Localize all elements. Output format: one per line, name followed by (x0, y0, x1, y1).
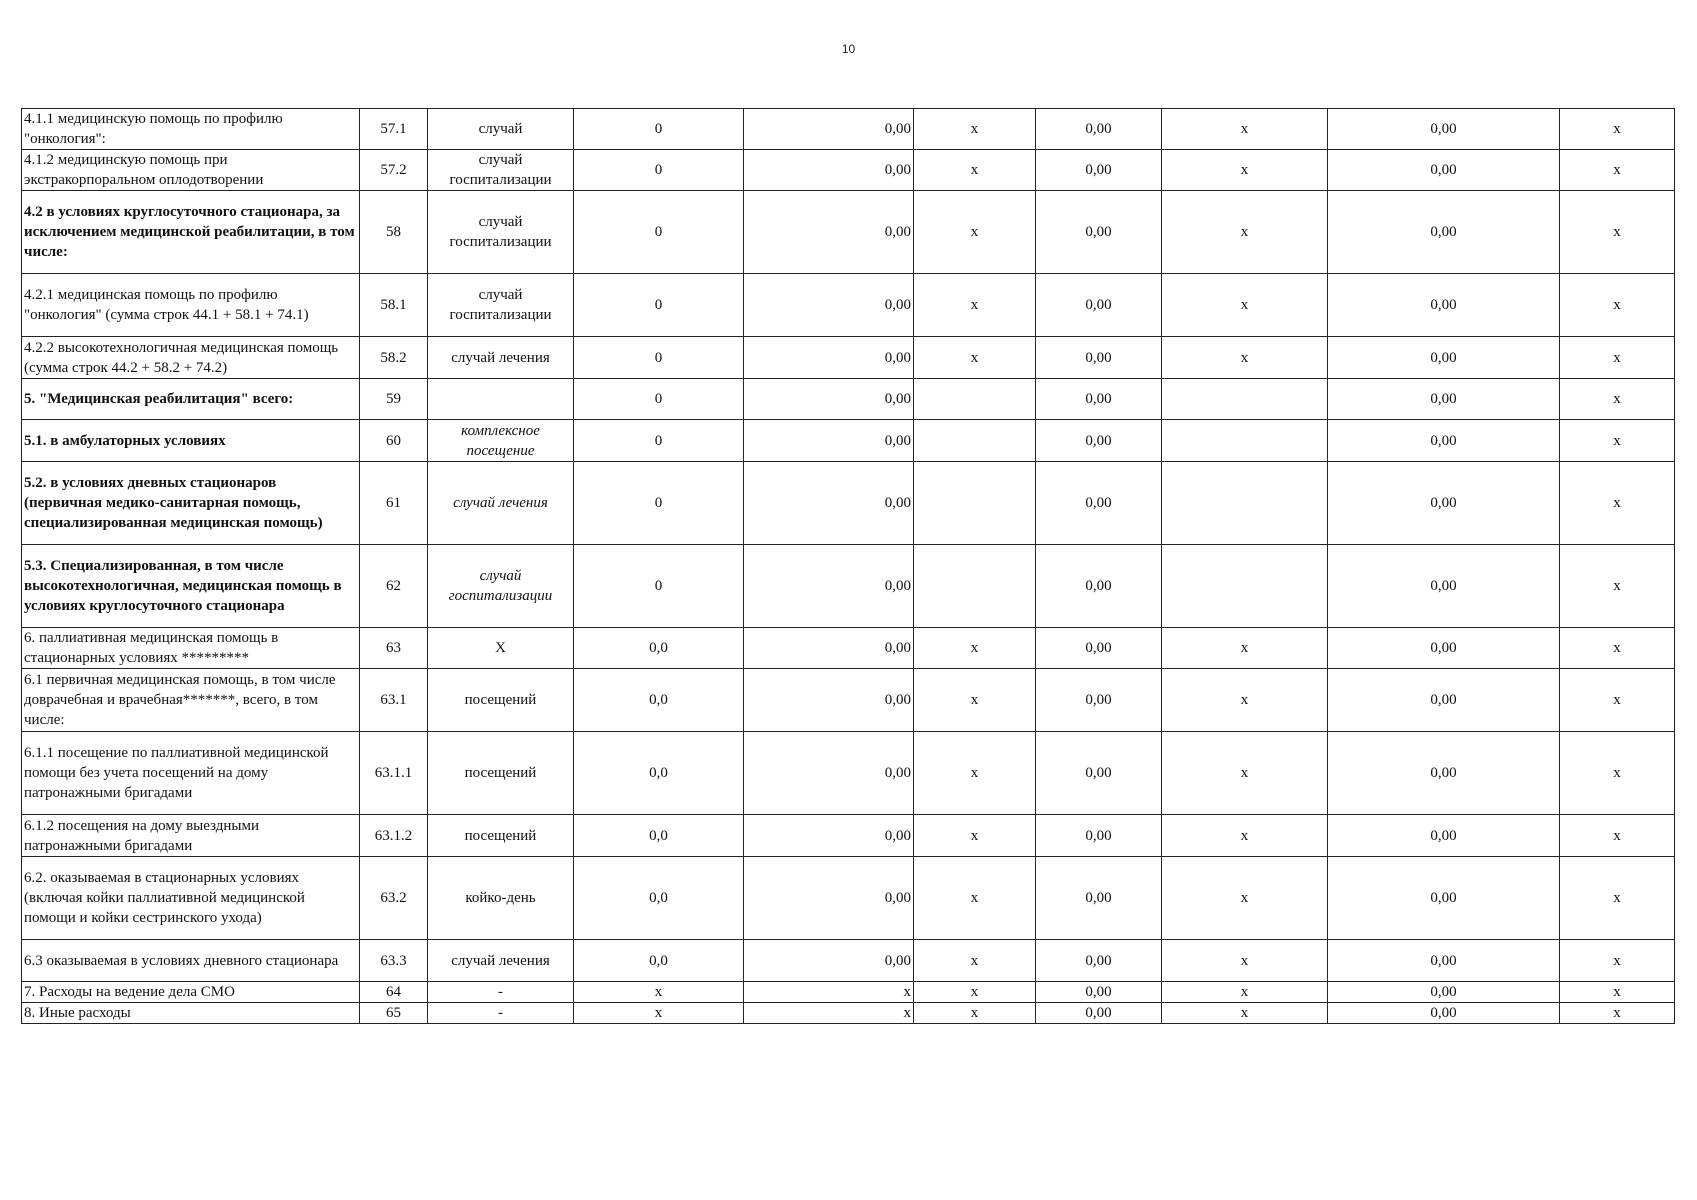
row-cell: x (1162, 337, 1328, 379)
row-value: x (744, 982, 914, 1003)
row-cell: x (914, 732, 1036, 815)
row-code: 64 (360, 982, 428, 1003)
row-cell: x (1162, 669, 1328, 732)
row-cell: 0,00 (1036, 150, 1162, 191)
row-cell: x (1560, 150, 1675, 191)
row-cell: x (1560, 982, 1675, 1003)
row-cell (1162, 545, 1328, 628)
row-code: 57.1 (360, 109, 428, 150)
row-cell: x (914, 815, 1036, 857)
row-cell: x (1162, 274, 1328, 337)
row-unit: случай госпитализации (428, 274, 574, 337)
row-cell: x (1162, 732, 1328, 815)
row-cell: x (1560, 1003, 1675, 1024)
row-name: 6.1.2 посещения на дому выездными патронажными бригадами (22, 815, 360, 857)
row-cell: x (1162, 1003, 1328, 1024)
row-code: 58.1 (360, 274, 428, 337)
row-code: 63.2 (360, 857, 428, 940)
row-value: 0,00 (744, 669, 914, 732)
row-value: 0,00 (744, 815, 914, 857)
row-cell: x (1560, 191, 1675, 274)
row-cell: 0,00 (1328, 420, 1560, 462)
row-code: 63.1.2 (360, 815, 428, 857)
row-volume: 0 (574, 379, 744, 420)
row-unit: случай лечения (428, 940, 574, 982)
row-value: 0,00 (744, 940, 914, 982)
row-unit: посещений (428, 815, 574, 857)
row-name: 6.3 оказываемая в условиях дневного стационара (22, 940, 360, 982)
row-volume: 0 (574, 337, 744, 379)
row-name: 7. Расходы на ведение дела СМО (22, 982, 360, 1003)
row-code: 62 (360, 545, 428, 628)
row-name: 4.1.2 медицинскую помощь при экстракорпоральном оплодотворении (22, 150, 360, 191)
row-volume: 0,0 (574, 732, 744, 815)
row-cell: x (1560, 732, 1675, 815)
table-row (22, 940, 1675, 982)
row-cell: x (1162, 628, 1328, 669)
row-cell: 0,00 (1036, 815, 1162, 857)
row-value: 0,00 (744, 191, 914, 274)
row-value: 0,00 (744, 337, 914, 379)
row-cell: x (914, 628, 1036, 669)
row-code: 60 (360, 420, 428, 462)
row-unit: комплексное посещение (428, 420, 574, 462)
row-cell: 0,00 (1036, 274, 1162, 337)
row-value: x (744, 1003, 914, 1024)
row-cell: x (914, 109, 1036, 150)
row-code: 63.1 (360, 669, 428, 732)
row-cell: 0,00 (1328, 191, 1560, 274)
row-unit: случай лечения (428, 337, 574, 379)
row-name: 6.2. оказываемая в стационарных условиях (включая койки паллиативной медицинской помощи и койки сестринского ухода) (22, 857, 360, 940)
row-cell: 0,00 (1036, 545, 1162, 628)
row-cell: x (1560, 379, 1675, 420)
row-cell: x (1560, 545, 1675, 628)
row-volume: 0 (574, 420, 744, 462)
row-code: 58 (360, 191, 428, 274)
row-cell: x (914, 857, 1036, 940)
row-value: 0,00 (744, 462, 914, 545)
row-value: 0,00 (744, 274, 914, 337)
row-cell: 0,00 (1328, 109, 1560, 150)
row-cell: 0,00 (1036, 732, 1162, 815)
row-name: 5.1. в амбулаторных условиях (22, 420, 360, 462)
row-cell: x (914, 940, 1036, 982)
row-cell: 0,00 (1036, 628, 1162, 669)
row-name: 4.2.1 медицинская помощь по профилю "онкология" (сумма строк 44.1 + 58.1 + 74.1) (22, 274, 360, 337)
row-cell: 0,00 (1036, 940, 1162, 982)
row-cell (914, 545, 1036, 628)
row-cell: x (1162, 982, 1328, 1003)
row-unit: посещений (428, 732, 574, 815)
table-row (22, 857, 1675, 940)
row-code: 61 (360, 462, 428, 545)
row-cell (1162, 379, 1328, 420)
row-volume: 0,0 (574, 628, 744, 669)
row-cell: x (914, 274, 1036, 337)
table-row (22, 669, 1675, 732)
row-value: 0,00 (744, 545, 914, 628)
row-cell: 0,00 (1328, 150, 1560, 191)
row-cell: 0,00 (1036, 379, 1162, 420)
table-row (22, 109, 1675, 150)
row-cell: 0,00 (1328, 815, 1560, 857)
table-row (22, 1003, 1675, 1024)
row-cell (914, 379, 1036, 420)
table-row (22, 337, 1675, 379)
row-code: 57.2 (360, 150, 428, 191)
row-cell: x (1162, 857, 1328, 940)
row-volume: 0,0 (574, 815, 744, 857)
row-unit (428, 379, 574, 420)
row-name: 8. Иные расходы (22, 1003, 360, 1024)
row-code: 63 (360, 628, 428, 669)
table-row (22, 150, 1675, 191)
table-row (22, 191, 1675, 274)
row-cell: 0,00 (1328, 628, 1560, 669)
row-cell (914, 420, 1036, 462)
row-cell: x (1162, 150, 1328, 191)
row-cell: 0,00 (1036, 420, 1162, 462)
row-value: 0,00 (744, 420, 914, 462)
row-code: 58.2 (360, 337, 428, 379)
table-row (22, 815, 1675, 857)
table-row (22, 545, 1675, 628)
row-cell: 0,00 (1036, 669, 1162, 732)
row-unit: случай лечения (428, 462, 574, 545)
row-cell: x (914, 669, 1036, 732)
row-volume: 0 (574, 274, 744, 337)
row-name: 5.3. Специализированная, в том числе высокотехнологичная, медицинская помощь в условиях круглосуточного стационара (22, 545, 360, 628)
row-value: 0,00 (744, 150, 914, 191)
table-row (22, 420, 1675, 462)
row-cell: x (1162, 191, 1328, 274)
row-cell: x (1560, 628, 1675, 669)
row-name: 6. паллиативная медицинская помощь в стационарных условиях ********* (22, 628, 360, 669)
row-cell: x (914, 1003, 1036, 1024)
row-volume: 0,0 (574, 669, 744, 732)
row-unit: случай (428, 109, 574, 150)
row-volume: 0 (574, 109, 744, 150)
row-cell: x (1560, 337, 1675, 379)
row-cell: 0,00 (1328, 462, 1560, 545)
row-unit: X (428, 628, 574, 669)
row-value: 0,00 (744, 628, 914, 669)
row-cell: x (914, 982, 1036, 1003)
row-cell: x (914, 337, 1036, 379)
row-volume: 0,0 (574, 940, 744, 982)
row-cell: 0,00 (1036, 337, 1162, 379)
table-row (22, 732, 1675, 815)
row-cell (914, 462, 1036, 545)
row-cell: 0,00 (1328, 982, 1560, 1003)
page-number: 10 (841, 42, 856, 56)
row-cell: x (1560, 940, 1675, 982)
row-cell: 0,00 (1328, 274, 1560, 337)
row-cell: 0,00 (1036, 857, 1162, 940)
row-cell: 0,00 (1036, 462, 1162, 545)
row-cell: 0,00 (1328, 732, 1560, 815)
row-cell: 0,00 (1328, 669, 1560, 732)
row-cell (1162, 420, 1328, 462)
row-cell: x (1560, 109, 1675, 150)
row-unit: - (428, 982, 574, 1003)
table-row (22, 462, 1675, 545)
row-cell: 0,00 (1328, 337, 1560, 379)
row-cell: 0,00 (1328, 940, 1560, 982)
row-unit: койко-день (428, 857, 574, 940)
row-cell: 0,00 (1036, 191, 1162, 274)
row-cell: x (1162, 815, 1328, 857)
row-cell: x (1560, 462, 1675, 545)
row-name: 4.2 в условиях круглосуточного стационара, за исключением медицинской реабилитации, в том числе: (22, 191, 360, 274)
row-cell: x (1560, 669, 1675, 732)
table-row (22, 274, 1675, 337)
row-cell: x (1560, 420, 1675, 462)
row-volume: 0 (574, 462, 744, 545)
row-name: 4.2.2 высокотехнологичная медицинская помощь (сумма строк 44.2 + 58.2 + 74.2) (22, 337, 360, 379)
row-cell: 0,00 (1328, 379, 1560, 420)
row-cell: 0,00 (1328, 857, 1560, 940)
row-volume: 0 (574, 191, 744, 274)
report-table (21, 108, 1675, 1024)
row-code: 59 (360, 379, 428, 420)
row-value: 0,00 (744, 857, 914, 940)
row-name: 6.1.1 посещение по паллиативной медицинской помощи без учета посещений на дому патронажными бригадами (22, 732, 360, 815)
row-code: 63.1.1 (360, 732, 428, 815)
row-cell: 0,00 (1328, 1003, 1560, 1024)
row-unit: случай госпитализации (428, 191, 574, 274)
row-cell: 0,00 (1036, 982, 1162, 1003)
row-cell: x (1162, 109, 1328, 150)
row-cell: x (1560, 274, 1675, 337)
row-code: 65 (360, 1003, 428, 1024)
row-name: 4.1.1 медицинскую помощь по профилю "онкология": (22, 109, 360, 150)
table-row (22, 628, 1675, 669)
row-unit: посещений (428, 669, 574, 732)
row-unit: случай госпитализации (428, 150, 574, 191)
row-cell: x (914, 191, 1036, 274)
row-cell: x (1162, 940, 1328, 982)
row-value: 0,00 (744, 379, 914, 420)
row-cell: 0,00 (1036, 1003, 1162, 1024)
row-volume: 0,0 (574, 857, 744, 940)
row-unit: случай госпитализации (428, 545, 574, 628)
row-value: 0,00 (744, 109, 914, 150)
row-value: 0,00 (744, 732, 914, 815)
row-volume: x (574, 982, 744, 1003)
row-cell: 0,00 (1036, 109, 1162, 150)
row-name: 6.1 первичная медицинская помощь, в том числе доврачебная и врачебная*******, всего, в том числе: (22, 669, 360, 732)
row-name: 5. "Медицинская реабилитация" всего: (22, 379, 360, 420)
row-cell: x (1560, 815, 1675, 857)
table-row (22, 379, 1675, 420)
row-code: 63.3 (360, 940, 428, 982)
row-cell: x (914, 150, 1036, 191)
row-volume: x (574, 1003, 744, 1024)
row-name: 5.2. в условиях дневных стационаров (первичная медико-санитарная помощь, специализированная медицинская помощь) (22, 462, 360, 545)
row-cell (1162, 462, 1328, 545)
row-volume: 0 (574, 545, 744, 628)
row-volume: 0 (574, 150, 744, 191)
row-cell: x (1560, 857, 1675, 940)
row-cell: 0,00 (1328, 545, 1560, 628)
table-row (22, 982, 1675, 1003)
row-unit: - (428, 1003, 574, 1024)
